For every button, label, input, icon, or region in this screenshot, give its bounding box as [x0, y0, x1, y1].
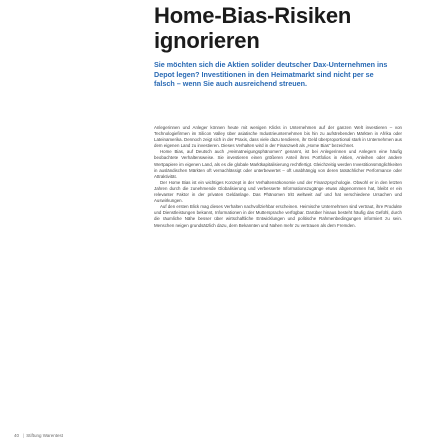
body-paragraph: Der Home Bias ist ein wichtiges Konzept in der Verhaltensökonomie und der Finanzpsychologie. Obwohl er in den letzten Jahren durch die zunehmende Globalisierung und verbesserte Informationszugänge etwas abgenommen hat, bleibt er ein relevanter Faktor in der privaten Geldanlage. Das Phänomen tritt weltweit auf und hat verschiedene Ursachen und Auswirkungen. — [154, 179, 402, 204]
article-lead: Sie möchten sich die Aktien solider deutscher Dax-Unternehmen ins Depot legen? Investitionen in den Heimatmarkt sind nicht per se falsch – wenn Sie auch ausreichend streuen. — [154, 60, 388, 89]
body-paragraph: Home Bias, auf Deutsch auch „Heimatneigungsphänomen“ genannt, ist bei Anlegerinnen und Anlegern eine häufig beobachtete Verhaltensweise. Sie investieren einen größeren Anteil ihres Portfolios in Aktien, Anleihen oder andere Wertpapiere im eigenen Land, als es die globale Marktkapitalisierung rechtfertigt. Gleichzeitig werden Investitionsmöglichkeiten in ausländischen Märkten oft vernachlässigt oder unterbewertet – oft unabhängig von deren tatsächlicher Performance oder Attraktivität. — [154, 149, 402, 179]
footer-separator: | — [23, 433, 25, 438]
page-number: 40 — [14, 433, 20, 438]
article-body — [154, 125, 402, 229]
publication-name: Stiftung Warentest — [26, 433, 64, 438]
page-footer — [14, 433, 63, 439]
body-paragraph: Auf den ersten Blick mag dieses Verhalten nachvollziehbar erscheinen. Heimische Unternehmen sind vertraut, ihre Produkte und Dienstleistungen bekannt, Informationen in der Muttersprache verfügbar. Darüber hinaus besteht häufig das Gefühl, durch die räumliche Nähe besser über wirtschaftliche Entwicklungen und politische Rahmenbedingungen informiert zu sein. Menschen neigen grundsätzlich dazu, dem Bekannten und Nahen mehr zu vertrauen als dem Fremden. — [154, 204, 402, 228]
body-paragraph: Anlegerinnen und Anleger können heute mit wenigen Klicks in Unternehmen auf der ganzen Welt investieren – von Technologiefirmen im Silicon Valley über asiatische Industrieunternehmen bis hin zu aufstrebenden Märkten in Afrika oder Lateinamerika. Dennoch zeigt sich in der Praxis, dass viele dazu tendieren, ihr Geld überproportional stark in Unternehmen aus dem eigenen Land zu investieren. Dieses Verhalten wird in der Finanzwelt als „Home Bias“ bezeichnet. — [154, 125, 402, 149]
article-headline: Home-Bias-Risiken ignorieren — [154, 3, 352, 53]
